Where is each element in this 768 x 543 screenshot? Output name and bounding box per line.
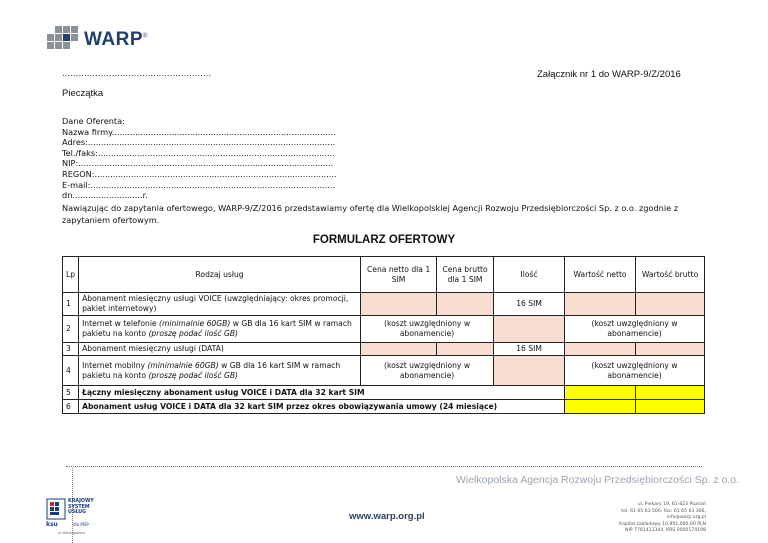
table-row (63, 356, 705, 386)
row-lp: 1 (63, 293, 79, 316)
net-price-input[interactable] (361, 293, 437, 316)
gross-total-input[interactable] (636, 386, 705, 400)
gross-price-input[interactable] (437, 293, 494, 316)
footer-url: www.warp.org.pl (349, 511, 425, 522)
gross-price-input[interactable] (437, 343, 494, 356)
offeror-phone-line: Tel./faks:........................................................................................... (62, 147, 335, 158)
footer-agency-name: Wielkopolska Agencja Rozwoju Przedsiębiorczości Sp. z o.o. (456, 474, 740, 486)
offeror-email-line: E-mail:.............................................................................................. (62, 179, 336, 190)
table-header-row (63, 257, 705, 293)
row-quantity: 16 SIM (494, 343, 565, 356)
table-row (63, 386, 705, 400)
gross-value-input[interactable] (636, 343, 705, 356)
row-price-note: (koszt uwzględniony w abonamencie) (361, 356, 494, 386)
row-lp: 6 (63, 400, 79, 414)
row-lp: 5 (63, 386, 79, 400)
signature-dots: ……………………………………………… (62, 69, 212, 78)
offeror-name-line: Nazwa firmy...................................................................................... (62, 126, 336, 137)
table-row (63, 293, 705, 316)
gross-total-input[interactable] (636, 400, 705, 414)
row-description: Internet mobilny (minimalnie 60GB) w GB dla 16 kart SIM w ramach pakietu na konto (proszę podać ilość GB) (79, 356, 361, 386)
row-description: Abonament miesięczny usługi VOICE (uwzględniający: okres promocji, pakiet internetowy) (79, 293, 361, 316)
row-value-note: (koszt uwzględniony w abonamencie) (565, 316, 705, 343)
gross-value-input[interactable] (636, 293, 705, 316)
header-net-price: Cena netto dla 1 SIM (361, 257, 437, 293)
table-row (63, 316, 705, 343)
header-quantity: Ilość (494, 257, 565, 293)
row-lp: 3 (63, 343, 79, 356)
header-gross-value: Wartość brutto (636, 257, 705, 293)
net-total-input[interactable] (565, 400, 636, 414)
ksu-logo (46, 498, 106, 538)
row-description: Abonament usług VOICE i DATA dla 32 kart SIM przez okres obowiązywania umowy (24 miesiące) (79, 400, 565, 414)
net-total-input[interactable] (565, 386, 636, 400)
row-lp: 4 (63, 356, 79, 386)
header-service: Rodzaj usług (79, 257, 361, 293)
brand-name: WARP® (84, 29, 148, 50)
offeror-block (62, 116, 337, 201)
attachment-label: Załącznik nr 1 do WARP-9/Z/2016 (537, 69, 681, 80)
offeror-title: Dane Oferenta: (62, 116, 125, 126)
intro-paragraph: Nawiązując do zapytania ofertowego, WARP-9/Z/2016 przedstawiamy ofertę dla Wielkopolskiej Agencji Rozwoju Przedsiębiorczości Sp. z o.o. zgodnie z zapytaniem ofertowym. (62, 203, 679, 225)
footer-divider (66, 466, 702, 467)
ksu-sub: dla MŚP (73, 522, 89, 527)
footer-address: ul. Piekary 19, 61-823 Poznań tel. 61 65 63 500, fax: 61 65 63 366, info@warp.org.pl Kapitał zakładowy 10.951.000,00 PLN NIP 7781411344, KRS 0000174198 (619, 502, 706, 533)
row-lp: 2 (63, 316, 79, 343)
net-value-input[interactable] (565, 343, 636, 356)
row-description: Internet w telefonie (minimalnie 60GB) w GB dla 16 kart SIM w ramach pakietu na konto (proszę podać ilość GB) (79, 316, 361, 343)
ksu-tag: w Wielkopolsce (58, 531, 86, 535)
offer-table (62, 256, 705, 414)
offeror-nip-line: NIP:.................................................................................................. (62, 158, 334, 169)
offeror-address-line: Adres:............................................................................................... (62, 137, 336, 148)
ksu-text: KRAJOWY SYSTEM USŁUG (68, 499, 94, 515)
row-value-note: (koszt uwzględniony w abonamencie) (565, 356, 705, 386)
quantity-input[interactable] (494, 316, 565, 343)
table-row (63, 343, 705, 356)
offeror-regon-line: REGON:............................................................................................. (62, 168, 337, 179)
header-gross-price: Cena brutto dla 1 SIM (437, 257, 494, 293)
header-net-value: Wartość netto (565, 257, 636, 293)
quantity-input[interactable] (494, 356, 565, 386)
row-quantity: 16 SIM (494, 293, 565, 316)
stamp-label: Pieczątka (62, 88, 104, 99)
form-title: FORMULARZ OFERTOWY (312, 234, 456, 246)
header-lp: Lp (63, 257, 79, 293)
ksu-short: ksu (46, 521, 58, 528)
table-row (63, 400, 705, 414)
offeror-date-line: dn...........................r. (62, 190, 148, 201)
row-description: Abonament miesięczny usługi (DATA) (79, 343, 361, 356)
row-description: Łączny miesięczny abonament usług VOICE i DATA dla 32 kart SIM (79, 386, 565, 400)
net-value-input[interactable] (565, 293, 636, 316)
warp-logo (46, 26, 148, 52)
ksu-emblem-icon (46, 498, 66, 520)
row-price-note: (koszt uwzględniony w abonamencie) (361, 316, 494, 343)
net-price-input[interactable] (361, 343, 437, 356)
